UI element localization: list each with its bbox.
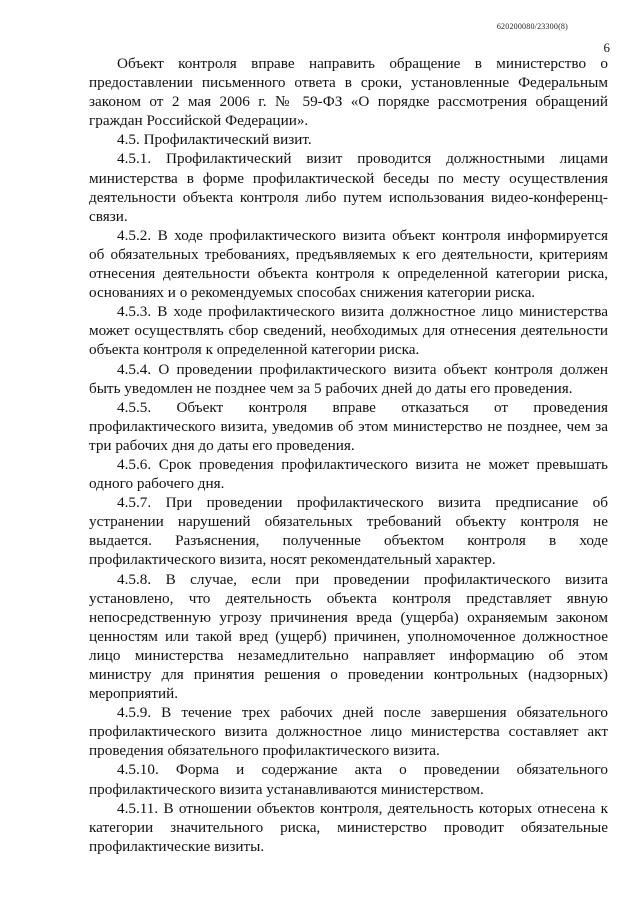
paragraph-appeal-right: Объект контроля вправе направить обращение в министерство о предоставлении письменного ответа в сроки, установленные Федеральным законом от 2 мая 2006 г. № 59-ФЗ «О порядке рассмотрения обращений граждан Российской Федерации».	[89, 55, 608, 130]
paragraph-4-5-1: 4.5.1. Профилактический визит проводится должностными лицами министерства в форме профилактической беседы по месту осуществления деятельности объекта контроля либо путем использования видео-конференц-связи.	[89, 150, 608, 225]
paragraph-4-5-10: 4.5.10. Форма и содержание акта о проведении обязательного профилактического визита устанавливаются министерством.	[89, 761, 608, 798]
paragraph-4-5-3: 4.5.3. В ходе профилактического визита должностное лицо министерства может осуществлять сбор сведений, необходимых для отнесения деятельности объекта контроля к определенной категории риска.	[89, 303, 608, 359]
paragraph-4-5-heading: 4.5. Профилактический визит.	[117, 131, 312, 149]
document-body	[89, 54, 608, 856]
paragraph-4-5-5: 4.5.5. Объект контроля вправе отказаться от проведения профилактического визита, уведомив об этом министерство не позднее, чем за три рабочих дня до даты его проведения.	[89, 398, 608, 454]
paragraph-4-5-4: 4.5.4. О проведении профилактического визита объект контроля должен быть уведомлен не позднее чем за 5 рабочих дней до даты его проведения.	[89, 360, 608, 397]
paragraph-4-5-6: 4.5.6. Срок проведения профилактического визита не может превышать одного рабочего дня.	[89, 455, 608, 493]
paragraph-4-5-8: 4.5.8. В случае, если при проведении профилактического визита установлено, что деятельность объекта контроля представляет явную непосредственную угрозу причинения вреда (ущерба) охраняемым законом ценностям или такой вред (ущерб) причинен, уполномоченное должностное лицо министерства незамедлительно направляет информацию об этом министру для принятия решения о проведении контрольных (надзорных) мероприятий.	[89, 570, 608, 703]
document-code: 620200080/23300(8)	[496, 22, 568, 31]
paragraph-4-5-7: 4.5.7. При проведении профилактического визита предписание об устранении нарушений обязательных требований объекту контроля не выдается. Разъяснения, полученные объектом контроля в ходе профилактического визита, носят рекомендательный характер.	[89, 494, 608, 569]
paragraph-4-5-11: 4.5.11. В отношении объектов контроля, деятельность которых отнесена к категории значительного риска, министерство проводит обязательные профилактические визиты.	[89, 799, 608, 855]
paragraph-4-5-2: 4.5.2. В ходе профилактического визита объект контроля информируется об обязательных требованиях, предъявляемых к его деятельности, критериям отнесения деятельности объекта контроля к определенной категории риска, основаниях и о рекомендуемых способах снижения категории риска.	[89, 226, 608, 302]
page-number: 6	[603, 40, 610, 55]
paragraph-4-5-9: 4.5.9. В течение трех рабочих дней после завершения обязательного профилактического визита должностное лицо министерства составляет акт проведения обязательного профилактического визита.	[89, 704, 608, 760]
